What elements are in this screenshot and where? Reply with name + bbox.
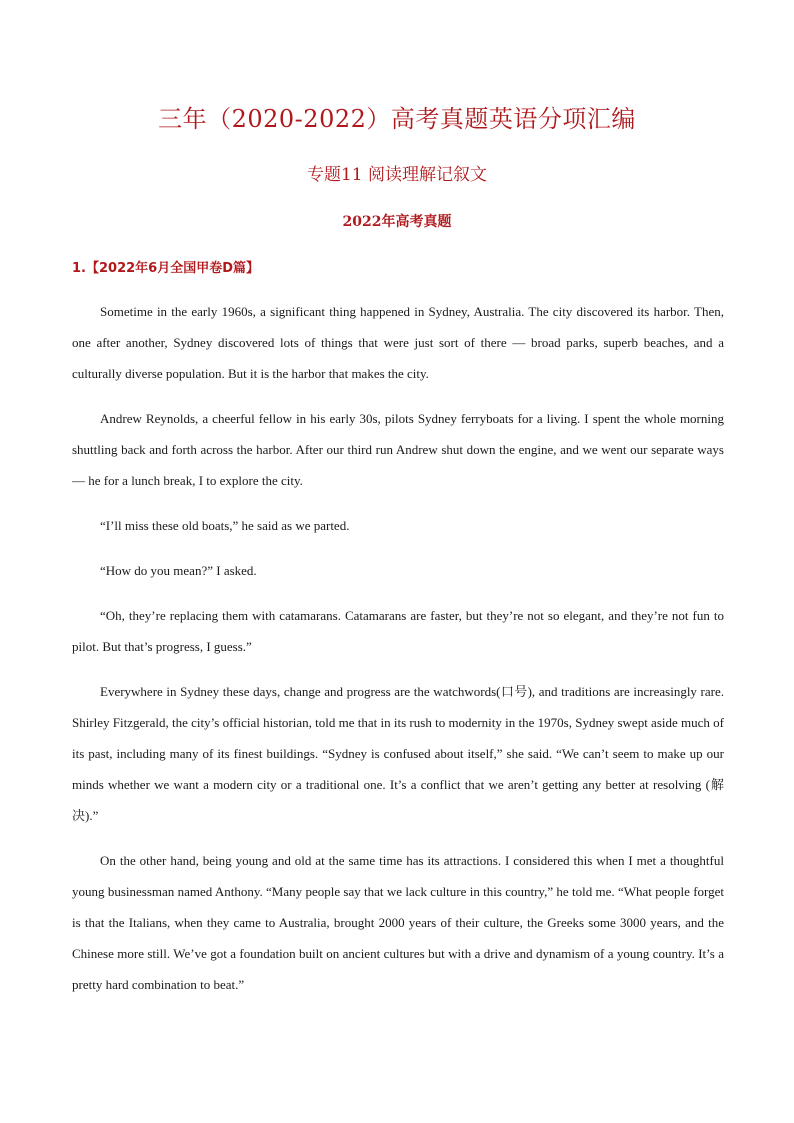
paragraph: Andrew Reynolds, a cheerful fellow in his early 30s, pilots Sydney ferryboats for a living. I spent the whole morning shuttling back and forth across the harbor. After our third run Andrew shut down the engine, and we went our separate ways — he for a lunch break, I to explore the city. (72, 411, 724, 488)
paragraph: “How do you mean?” I asked. (100, 563, 257, 578)
section-heading: 2022年高考真题 (342, 214, 452, 230)
paragraph: Sometime in the early 1960s, a significant thing happened in Sydney, Australia. The city discovered its harbor. Then, one after another, Sydney discovered lots of things that were just sort of there — broad parks, superb beaches, and a culturally diverse population. But it is the harbor that makes the city. (72, 304, 724, 381)
paragraph: “I’ll miss these old boats,” he said as we parted. (100, 518, 350, 533)
topic-subtitle: 专题11 阅读理解记叙文 (306, 165, 488, 185)
paragraph: On the other hand, being young and old at the same time has its attractions. I considered this when I met a thoughtful young businessman named Anthony. “Many people say that we lack culture in this country,” he told me. “What people forget is that the Italians, when they came to Australia, brought 2000 years of their culture, the Greeks some 3000 years, and the Chinese more still. We’ve got a foundation built on ancient cultures but with a drive and dynamism of a young country. It’s a pretty hard combination to beat.” (72, 853, 724, 992)
reading-passage (72, 296, 724, 1014)
paragraph: “Oh, they’re replacing them with catamarans. Catamarans are faster, but they’re not so elegant, and they’re not fun to pilot. But that’s progress, I guess.” (72, 608, 724, 654)
document-title: 三年（2020-2022）高考真题英语分项汇编 (158, 105, 636, 133)
paragraph: Everywhere in Sydney these days, change and progress are the watchwords(口号), and traditions are increasingly rare. Shirley Fitzgerald, the city’s official historian, told me that in its rush to modernity in the 1970s, Sydney swept aside much of its past, including many of its finest buildings. “Sydney is confused about itself,” she said. “We can’t seem to make up our minds whether we want a modern city or a traditional one. It’s a conflict that we aren’t getting any better at resolving (解决).” (72, 684, 724, 823)
question-label: 1.【2022年6月全国甲卷D篇】 (72, 261, 260, 276)
